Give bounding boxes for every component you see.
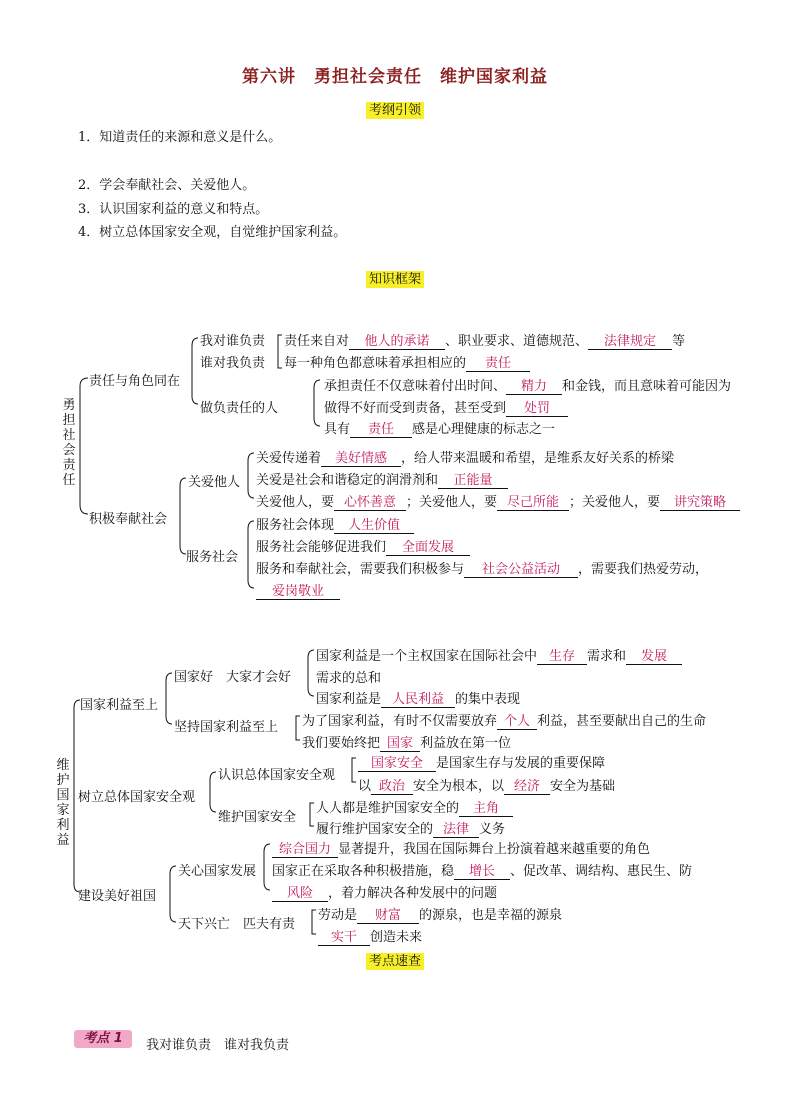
section-sucha: 考点速查 (0, 950, 790, 969)
map1-branch-2-1: 关爱他人 (188, 475, 241, 490)
map1-row-7: 关爱是社会和谐稳定的润滑剂和 正能量 (256, 469, 508, 489)
map1-row-11: 服务和奉献社会，需要我们积极参与 社会公益活动 ，需要我们热爱劳动， (256, 558, 708, 578)
map2-branch-3-2: 天下兴亡 匹夫有责 (178, 917, 296, 932)
map2-row-12: 风险 ，着力解决各种发展中的问题 (272, 882, 497, 902)
map1-row-5: 具有 责任 感是心理健康的标志之一 (324, 418, 555, 438)
map2-row-5: 我们要始终把 国家 利益放在第一位 (302, 732, 511, 752)
map2-branch-1-2: 坚持国家利益至上 (174, 720, 279, 735)
map1-branch-1-2: 谁对我负责 (200, 356, 266, 371)
map2-row-7: 以 政治 安全为根本，以 经济 安全为基础 (358, 775, 615, 795)
map2-row-11: 国家正在采取各种积极措施，稳 增长 、促改革、调结构、惠民生、防 (272, 860, 692, 880)
map1-row-3: 承担责任不仅意味着付出时间、 精力 和金钱，而且意味着可能因为 (324, 375, 731, 395)
kaodian-text: 我对谁负责 谁对我负责 (146, 1038, 290, 1053)
map1-branch-2: 积极奉献社会 (89, 512, 168, 527)
map1-branch-1-1: 我对谁负责 (200, 334, 266, 349)
map2-row-8: 人人都是维护国家安全的 主角 (316, 797, 513, 817)
map1-row-10: 服务社会能够促进我们 全面发展 (256, 536, 470, 556)
map1-row-9: 服务社会体现 人生价值 (256, 514, 414, 534)
map1-row-1: 责任来自对 他人的承诺 、职业要求、道德规范、 法律规定 等 (284, 330, 685, 350)
map2-branch-1: 国家利益至上 (80, 698, 159, 713)
objective-4: 4．树立总体国家安全观，自觉维护国家利益。 (78, 225, 347, 240)
map1-row-8: 关爱他人，要 心怀善意 ；关爱他人，要 尽己所能 ；关爱他人，要 讲究策略 (256, 491, 740, 511)
map2-row-6: 国家安全 是国家生存与发展的重要保障 (358, 752, 605, 772)
map1-row-2: 每一种角色都意味着承担相应的 责任 (284, 352, 530, 372)
map2-branch-3-1: 关心国家发展 (178, 864, 257, 879)
objective-3: 3．认识国家利益的意义和特点。 (78, 202, 269, 217)
map2-branch-2-1: 认识总体国家安全观 (218, 768, 336, 783)
objective-1: 1．知道责任的来源和意义是什么。 (78, 130, 282, 145)
map1-row-4: 做得不好而受到责备，甚至受到 处罚 (324, 397, 568, 417)
map2-branch-2-2: 维护国家安全 (218, 810, 297, 825)
map2-row-3: 国家利益是 人民利益 的集中表现 (316, 688, 520, 708)
objective-2: 2．学会奉献社会、关爱他人。 (78, 178, 256, 193)
map2-row-1: 国家利益是一个主权国家在国际社会中 生存 需求和 发展 (316, 645, 682, 665)
map1-root: 勇担社会责任 (62, 398, 76, 488)
section-kaogang: 考纲引领 (0, 99, 790, 118)
map1-branch-1-3: 做负责任的人 (200, 401, 279, 416)
map2-row-10: 综合国力 显著提升，我国在国际舞台上扮演着越来越重要的角色 (272, 838, 650, 858)
map1-row-6: 关爱传递着 美好情感 ，给人带来温暖和希望，是维系友好关系的桥梁 (256, 447, 674, 467)
page-title: 第六讲 勇担社会责任 维护国家利益 (242, 67, 548, 87)
map2-row-14: 实干 创造未来 (318, 926, 422, 946)
map2-row-13: 劳动是 财富 的源泉，也是幸福的源泉 (318, 904, 562, 924)
map2-row-2: 需求的总和 (316, 671, 382, 686)
map1-branch-1: 责任与角色同在 (89, 374, 181, 389)
map2-root: 维护国家利益 (56, 758, 70, 848)
map2-row-9: 履行维护国家安全的 法律 义务 (316, 818, 505, 838)
map1-branch-2-2: 服务社会 (186, 550, 239, 565)
section-kuangjia: 知识框架 (0, 268, 790, 287)
map2-branch-1-1: 国家好 大家才会好 (174, 670, 292, 685)
map2-row-4: 为了国家利益，有时不仅需要放弃 个人 利益，甚至要献出自己的生命 (302, 710, 706, 730)
map1-row-12: 爱岗敬业 (256, 580, 340, 600)
map2-branch-2: 树立总体国家安全观 (78, 790, 196, 805)
map2-branch-3: 建设美好祖国 (78, 889, 157, 904)
kaodian-badge: 考点 1 (74, 1030, 132, 1048)
